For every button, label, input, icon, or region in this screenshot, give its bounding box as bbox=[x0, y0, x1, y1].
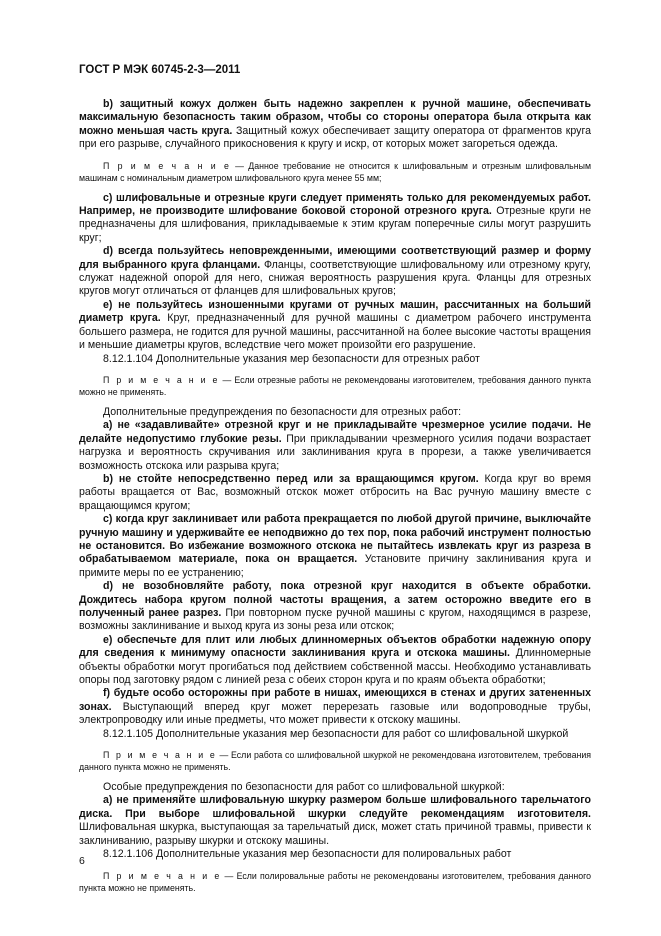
body-paragraph bbox=[79, 419, 591, 473]
bold-text: c) шлифовальные и отрезные круги следует применять только для рекомендуемых работ. Например, не производите шлифование боковой стороной отрезного круга. bbox=[79, 191, 591, 218]
bold-text: d) не возобновляйте работу, пока отрезной круг находится в объекте обработки. Дождитесь набора кругом полной частоты вращения, а затем осторожно введите его в полученный ранее разрез. bbox=[79, 580, 591, 619]
bold-text: f) будьте особо осторожны при работе в нишах, имеющихся в стенах и других затененных зонах. bbox=[79, 687, 591, 713]
bold-text: d) всегда пользуйтесь неповрежденными, имеющими соответствующий размер и форму для выбранного круга фланцами. bbox=[79, 245, 591, 271]
body-paragraph bbox=[79, 848, 591, 861]
note-paragraph bbox=[79, 749, 591, 773]
body-paragraph bbox=[79, 98, 591, 152]
paragraph-text: Защитный кожух обеспечивает защиту оператора от фрагментов круга при его разрыве, случайного прикосновения к кругу и искр, от которых может загореться одежда. bbox=[79, 124, 591, 151]
note-paragraph bbox=[79, 160, 591, 184]
paragraph-text: Фланцы, соответствующие шлифовальному или отрезному кругу, служат надежной опорой для него, снижая вероятность разрушения круга. Фланцы для отрезных кругов могут отличаться от фланцев для шлифовальных кругов; bbox=[79, 258, 591, 298]
bold-text: b) защитный кожух должен быть надежно закреплен к ручной машине, обеспечивать максимальную безопасность таким образом, чтобы со стороны оператора была открыта как можно меньшая часть круга. bbox=[79, 98, 591, 137]
page-body bbox=[79, 64, 591, 902]
body-paragraph bbox=[79, 513, 591, 580]
paragraph-text: 8.12.1.105 Дополнительные указания мер безопасности для работ со шлифовальной шкуркой bbox=[103, 727, 569, 740]
page-number: 6 bbox=[79, 855, 85, 867]
bold-text: e) не пользуйтесь изношенными кругами от ручных машин, рассчитанных на больший диаметр круга. bbox=[79, 298, 591, 325]
note-text: — Если отрезные работы не рекомендованы изготовителем, требования данного пункта можно не применять. bbox=[79, 374, 591, 397]
note-paragraph bbox=[79, 374, 591, 398]
body-paragraph bbox=[79, 299, 591, 353]
body-paragraph bbox=[79, 473, 591, 513]
paragraph-text: Шлифовальная шкурка, выступающая за тарельчатый диск, может стать причиной травмы, привести к заклиниванию, разрыву шкурки и отскоку машины. bbox=[79, 821, 591, 847]
body-paragraph bbox=[79, 634, 591, 688]
paragraph-text: Особые предупреждения по безопасности для работ со шлифовальной шкуркой: bbox=[103, 781, 505, 794]
paragraph-text: 8.12.1.104 Дополнительные указания мер безопасности для отрезных работ bbox=[103, 352, 480, 365]
paragraph-text: Отрезные круги не предназначены для шлифования, прикладываемые к этим кругам поперечные силы могут разрушить круг; bbox=[79, 205, 591, 244]
note-label: П р и м е ч а н и е bbox=[103, 374, 220, 385]
bold-text: a) не «задавливайте» отрезной круг и не прикладывайте чрезмерное усилие подачи. Не делайте недопустимо глубокие резы. bbox=[79, 419, 591, 445]
body-paragraph bbox=[79, 580, 591, 634]
document-header: ГОСТ Р МЭК 60745-2-3—2011 bbox=[79, 64, 241, 76]
bold-text: c) когда круг заклинивает или работа прекращается по любой другой причине, выключайте ручную машину и удерживайте ее неподвижно до тех пор, пока рабочий инструмент полностью не остановится. Во избежание возможного отскока не пытайтесь извлекать круг из разреза в обрабатываемом материале, пока он вращается. bbox=[79, 513, 591, 566]
body-paragraph bbox=[79, 353, 591, 366]
paragraph-text: Выступающий вперед круг может перерезать газовые или водопроводные трубы, электропроводку или иные предметы, что может привести к отскоку машины. bbox=[79, 700, 591, 727]
paragraph-text: Установите причину заклинивания круга и примите меры по ее устранению; bbox=[79, 553, 591, 579]
note-label: П р и м е ч а н и е bbox=[103, 750, 217, 761]
paragraph-text: 8.12.1.106 Дополнительные указания мер безопасности для полировальных работ bbox=[103, 848, 512, 861]
bold-text: a) не применяйте шлифовальную шкурку размером больше шлифовального тарельчатого диска. При выборе шлифовальной шкурки следуйте рекомендациям изготовителя. bbox=[79, 794, 591, 820]
note-label: П р и м е ч а н и е bbox=[103, 160, 231, 171]
bold-text: e) обеспечьте для плит или любых длинномерных объектов обработки надежную опору для сведения к минимуму опасности заклинивания круга и отскока машины. bbox=[79, 633, 591, 660]
body-paragraph bbox=[79, 406, 591, 419]
paragraph-text: При повторном пуске ручной машины с кругом, находящимся в разрезе, возможны заклинивание и выход круга из зоны реза или отскок; bbox=[79, 607, 592, 633]
paragraph-text: Когда круг во время работы вращается от Вас, возможный отскок может отбросить на Вас ручную машину вместе с вращающимся кругом; bbox=[79, 472, 591, 512]
paragraph-text: Круг, предназначенный для ручной машины с диаметром рабочего инструмента большего размера, не годится для ручной машины, рассчитанной на более высокие частоты вращения и меньшие диаметры кругов, вследствие чего может произойти его разрушение. bbox=[79, 312, 591, 352]
note-text: — Если полировальные работы не рекомендованы изготовителем, требования данного пункта можно не применять. bbox=[79, 870, 591, 893]
note-text: — Данное требование не относится к шлифовальным и отрезным шлифовальным машинам с номинальным диаметром шлифовального круга менее 55 мм; bbox=[79, 160, 591, 183]
note-paragraph bbox=[79, 870, 591, 894]
bold-text: b) не стойте непосредственно перед или за вращающимся кругом. bbox=[103, 472, 479, 485]
body-paragraph bbox=[79, 794, 591, 848]
body-paragraph bbox=[79, 245, 591, 299]
body-paragraph bbox=[79, 687, 591, 727]
note-label: П р и м е ч а н и е bbox=[103, 870, 222, 881]
paragraph-text: Длинномерные объекты обработки могут прогибаться под действием собственной массы. Необходимо устанавливать опоры под заготовку рядом с линией реза с обеих сторон круга и по краям объекта обработки; bbox=[79, 647, 591, 687]
body-paragraph bbox=[79, 728, 591, 741]
paragraph-text: Дополнительные предупреждения по безопасности для отрезных работ: bbox=[103, 405, 462, 418]
document-content bbox=[79, 98, 591, 894]
note-text: — Если работа со шлифовальной шкуркой не рекомендована изготовителем, требования данного пункта можно не применять. bbox=[79, 750, 591, 773]
body-paragraph bbox=[79, 192, 591, 246]
body-paragraph bbox=[79, 781, 591, 794]
paragraph-text: При прикладывании чрезмерного усилия подачи возрастает нагрузка и вероятность скручивания или заклинивания круга в прорези, а также увеличивается возможность отскока или разрыва круга; bbox=[79, 432, 592, 472]
